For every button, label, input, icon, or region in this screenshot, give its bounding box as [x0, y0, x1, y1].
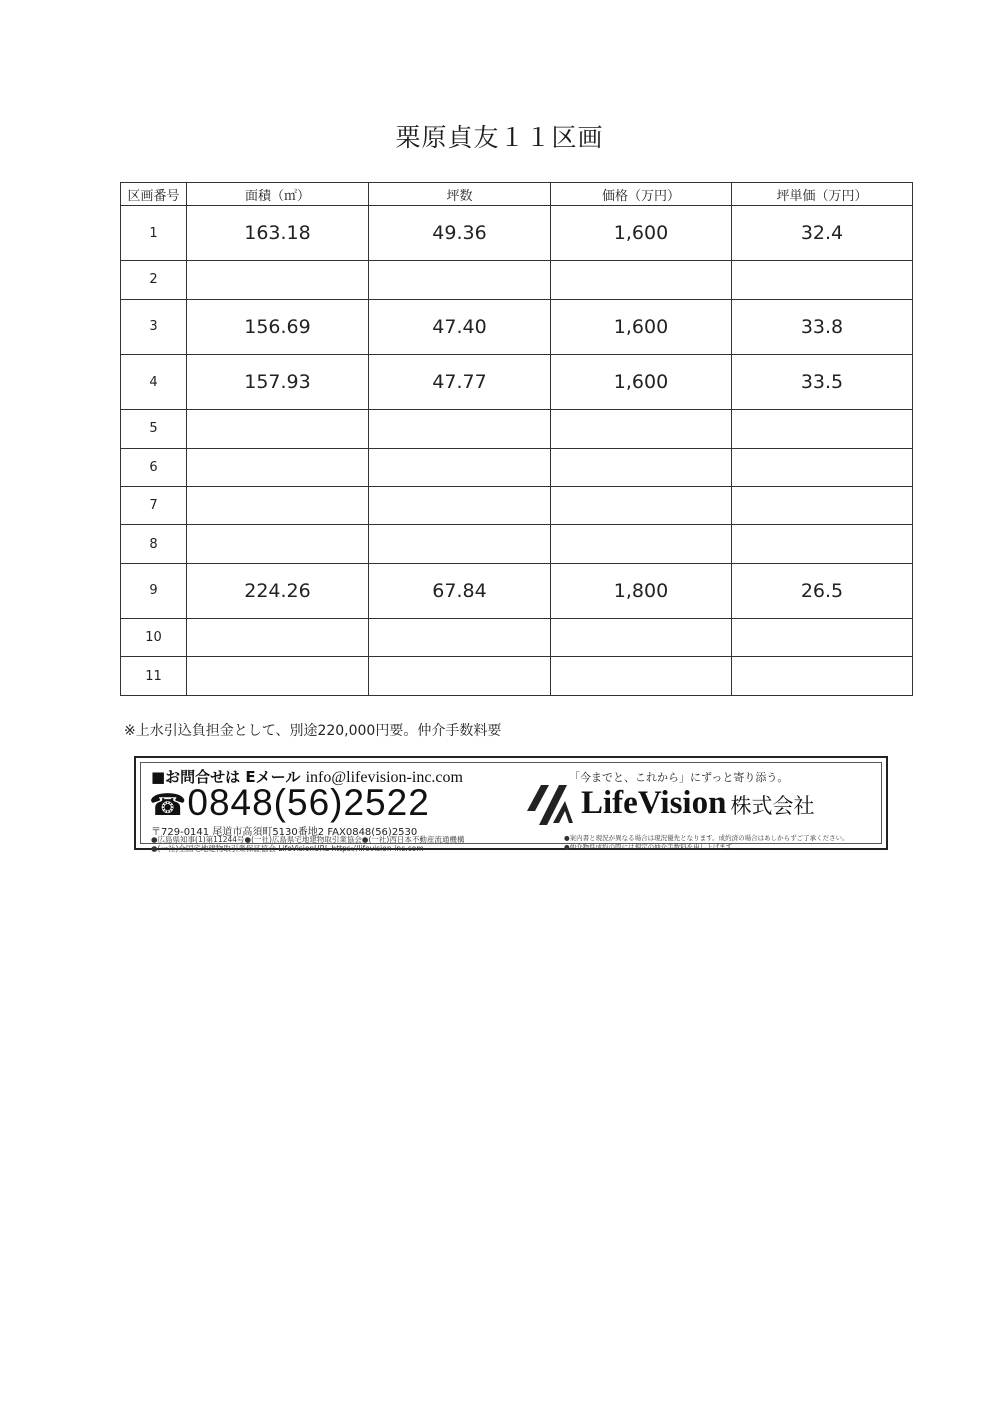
cell-lot-number: 5	[121, 410, 187, 448]
header-tsubo: 坪数	[369, 183, 551, 206]
cell-tsubo	[369, 525, 551, 563]
registration-line-2: ●(一社)全国宅地建物取引業保証協会 LifeVisionURL https://lifevision-inc.com	[151, 844, 424, 853]
cell-unit-price	[732, 657, 913, 696]
lifevision-logo-icon	[523, 777, 577, 833]
cell-tsubo	[369, 410, 551, 448]
registration-line-1: ●広島県知事(1)第11244号●(一社)広島県宅地建物取引業協会●(一社)西日本不動産流通機構	[151, 835, 465, 844]
cell-price: 1,800	[551, 563, 732, 618]
inquiry-label: ■お問合せは	[151, 768, 241, 786]
cell-area	[187, 657, 369, 696]
cell-unit-price	[732, 525, 913, 563]
header-area: 面積（㎡）	[187, 183, 369, 206]
telephone-icon: ☎	[149, 789, 188, 822]
table-row	[121, 448, 913, 486]
cell-area: 163.18	[187, 206, 369, 261]
table-row	[121, 563, 913, 618]
cell-lot-number: 11	[121, 657, 187, 696]
cell-price	[551, 486, 732, 524]
table-row	[121, 657, 913, 696]
cell-area	[187, 486, 369, 524]
cell-tsubo: 67.84	[369, 563, 551, 618]
company-brand	[581, 785, 814, 822]
cell-tsubo	[369, 657, 551, 696]
table-row	[121, 299, 913, 354]
contact-banner-inner	[140, 762, 882, 853]
header-price: 価格（万円）	[551, 183, 732, 206]
cell-unit-price	[732, 619, 913, 657]
cell-area: 156.69	[187, 299, 369, 354]
cell-price	[551, 657, 732, 696]
cell-lot-number: 9	[121, 563, 187, 618]
cell-area	[187, 410, 369, 448]
table-row	[121, 261, 913, 299]
phone-number[interactable]: 0848(56)2522	[187, 782, 430, 823]
cell-tsubo	[369, 619, 551, 657]
cell-lot-number: 6	[121, 448, 187, 486]
company-suffix: 株式会社	[730, 794, 815, 818]
table-row	[121, 486, 913, 524]
cell-unit-price: 33.5	[732, 354, 913, 409]
cell-area	[187, 525, 369, 563]
cell-price	[551, 525, 732, 563]
email-address[interactable]: info@lifevision-inc.com	[305, 769, 463, 786]
contact-banner	[134, 756, 888, 853]
cell-price: 1,600	[551, 354, 732, 409]
cell-price: 1,600	[551, 299, 732, 354]
cell-lot-number: 7	[121, 486, 187, 524]
cell-unit-price: 32.4	[732, 206, 913, 261]
cell-tsubo: 47.77	[369, 354, 551, 409]
email-label: Eメール	[245, 768, 301, 786]
cell-area	[187, 619, 369, 657]
table-row	[121, 354, 913, 409]
cell-lot-number: 2	[121, 261, 187, 299]
company-slogan: 「今までと、これから」にずっと寄り添う。	[569, 771, 789, 784]
table-row	[121, 206, 913, 261]
cell-lot-number: 1	[121, 206, 187, 261]
cell-price: 1,600	[551, 206, 732, 261]
table-row	[121, 525, 913, 563]
cell-unit-price	[732, 261, 913, 299]
cell-area: 224.26	[187, 563, 369, 618]
cell-lot-number: 8	[121, 525, 187, 563]
disclaimer-line-1: ●案内書と現況が異なる場合は現況優先となります。成約済の場合はあしからずご了承ください。	[564, 834, 849, 842]
cell-area	[187, 261, 369, 299]
page-title: 栗原貞友１１区画	[395, 123, 604, 152]
cell-lot-number: 4	[121, 354, 187, 409]
cell-tsubo	[369, 261, 551, 299]
cell-lot-number: 10	[121, 619, 187, 657]
cell-unit-price: 33.8	[732, 299, 913, 354]
cell-tsubo	[369, 448, 551, 486]
table-row	[121, 410, 913, 448]
cell-area	[187, 448, 369, 486]
table-header-row	[121, 183, 913, 206]
cell-area: 157.93	[187, 354, 369, 409]
cell-unit-price	[732, 410, 913, 448]
cell-unit-price	[732, 448, 913, 486]
cell-price	[551, 619, 732, 657]
table-row	[121, 619, 913, 657]
cell-tsubo: 49.36	[369, 206, 551, 261]
disclaimer-line-2: ●仲介物件成約の際には規定の仲介手数料を申し上げます。	[564, 843, 739, 851]
cell-unit-price: 26.5	[732, 563, 913, 618]
header-lot-number: 区画番号	[121, 183, 187, 206]
lot-table	[120, 182, 913, 696]
phone-line	[149, 782, 430, 824]
header-unit-price: 坪単価（万円）	[732, 183, 913, 206]
cell-unit-price	[732, 486, 913, 524]
cell-tsubo	[369, 486, 551, 524]
cell-lot-number: 3	[121, 299, 187, 354]
cell-price	[551, 410, 732, 448]
address: 〒729-0141 尾道市高須町5130番地2 FAX0848(56)2530	[151, 827, 418, 838]
cell-tsubo: 47.40	[369, 299, 551, 354]
water-fee-note: ※上水引込負担金として、別途220,000円要。仲介手数料要	[124, 723, 502, 739]
company-name: LifeVision	[581, 785, 727, 821]
cell-price	[551, 261, 732, 299]
cell-price	[551, 448, 732, 486]
